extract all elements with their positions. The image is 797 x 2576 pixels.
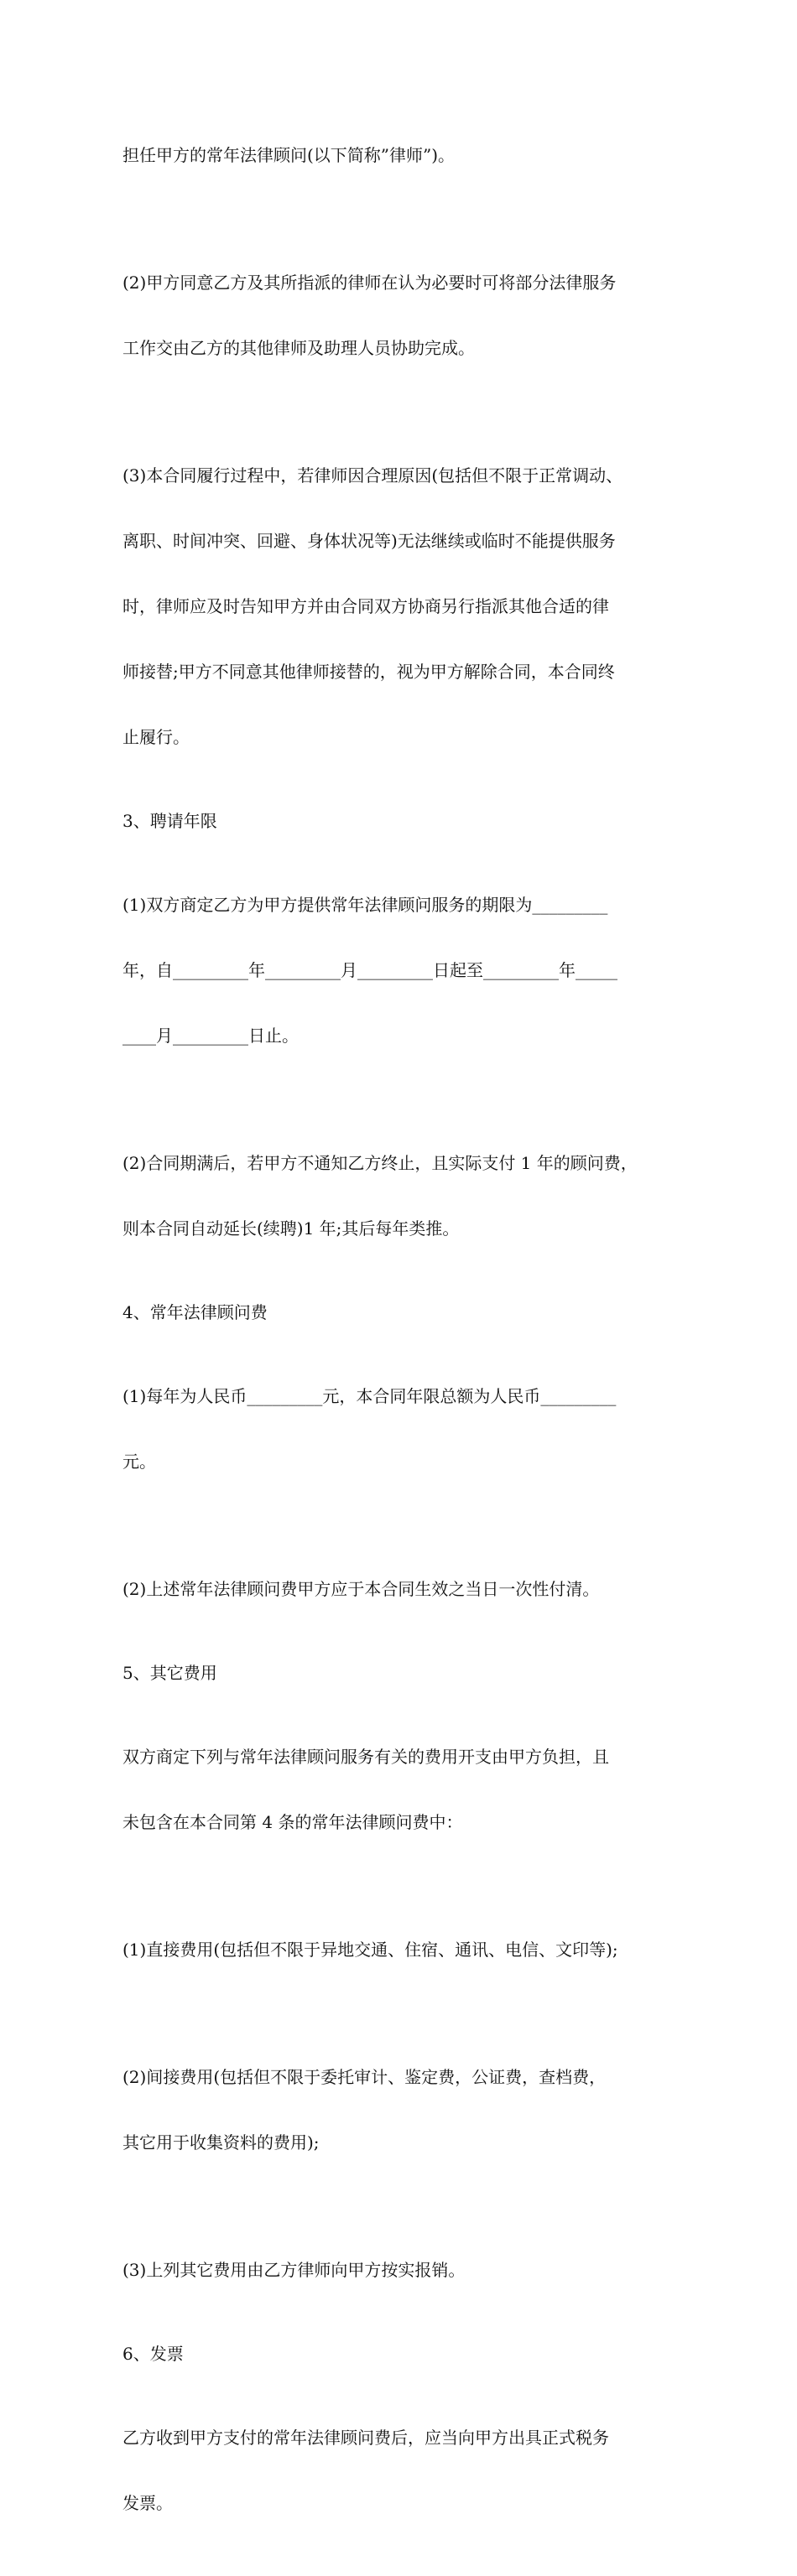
paragraph-clause-3-2	[122, 1109, 701, 1283]
text-line: (2)间接费用(包括但不限于委托审计、鉴定费，公证费，查档费，	[122, 2067, 607, 2087]
text-line: 担任甲方的常年法律顾问(以下简称”律师”)。	[122, 145, 456, 165]
text-line: 师接替;甲方不同意其他律师接替的，视为甲方解除合同，本合同终	[122, 662, 615, 682]
heading-text: 3、聘请年限	[122, 811, 217, 831]
paragraph-clause-4-1	[122, 1342, 701, 1516]
heading-text: 4、常年法律顾问费	[122, 1302, 268, 1322]
text-line: 元。	[122, 1452, 156, 1472]
section-heading-fee	[122, 1301, 701, 1323]
section-heading-other-expenses	[122, 1662, 701, 1684]
paragraph-clause-2-2	[122, 228, 701, 402]
text-line: (1)每年为人民币_________元，本合同年限总额为人民币_________	[122, 1386, 617, 1406]
paragraph-clause-5-2	[122, 2023, 701, 2197]
text-line: (2)甲方同意乙方及其所指派的律师在认为必要时可将部分法律服务	[122, 273, 617, 293]
paragraph-clause-6	[122, 2383, 701, 2558]
text-line: 工作交由乙方的其他律师及助理人员协助完成。	[122, 338, 475, 358]
text-line: 年，自_________年_________月_________日起至_________年_____	[122, 960, 617, 980]
text-line: (1)直接费用(包括但不限于异地交通、住宿、通讯、电信、文印等);	[122, 1940, 618, 1960]
document-page	[122, 101, 701, 2576]
heading-text: 5、其它费用	[122, 1663, 217, 1683]
heading-text: 6、发票	[122, 2344, 184, 2364]
text-line: 发票。	[122, 2493, 173, 2513]
paragraph-clause-4-2	[122, 1535, 701, 1644]
text-line: (1)双方商定乙方为甲方提供常年法律顾问服务的期限为_________	[122, 895, 608, 915]
text-line: 未包含在本合同第 4 条的常年法律顾问费中：	[122, 1812, 463, 1832]
text-line: 则本合同自动延长(续聘)1 年;其后每年类推。	[122, 1218, 460, 1239]
text-line: 止履行。	[122, 727, 190, 747]
text-line: 时，律师应及时告知甲方并由合同双方协商另行指派其他合适的律	[122, 596, 609, 616]
paragraph-clause-5-3	[122, 2215, 701, 2324]
section-heading-invoice	[122, 2343, 701, 2365]
text-line: 其它用于收集资料的费用);	[122, 2132, 320, 2153]
text-line: 双方商定下列与常年法律顾问服务有关的费用开支由甲方负担，且	[122, 1747, 609, 1767]
paragraph-lawyer-appointment	[122, 101, 701, 210]
text-line: (2)合同期满后，若甲方不通知乙方终止，且实际支付 1 年的顾问费，	[122, 1153, 638, 1173]
text-line: (2)上述常年法律顾问费甲方应于本合同生效之当日一次性付清。	[122, 1579, 600, 1599]
paragraph-clause-5-1	[122, 1895, 701, 2004]
text-line: (3)本合同履行过程中，若律师因合理原因(包括但不限于正常调动、	[122, 465, 623, 486]
text-line: 乙方收到甲方支付的常年法律顾问费后，应当向甲方出具正式税务	[122, 2428, 609, 2448]
text-line: 离职、时间冲突、回避、身体状况等)无法继续或临时不能提供服务	[122, 531, 616, 551]
section-heading-term	[122, 810, 701, 832]
paragraph-clause-2-3	[122, 421, 701, 792]
text-line: (3)上列其它费用由乙方律师向甲方按实报销。	[122, 2260, 466, 2280]
paragraph-clause-5-intro	[122, 1702, 701, 1877]
text-line: ____月_________日止。	[122, 1026, 299, 1046]
paragraph-clause-3-1	[122, 850, 701, 1090]
